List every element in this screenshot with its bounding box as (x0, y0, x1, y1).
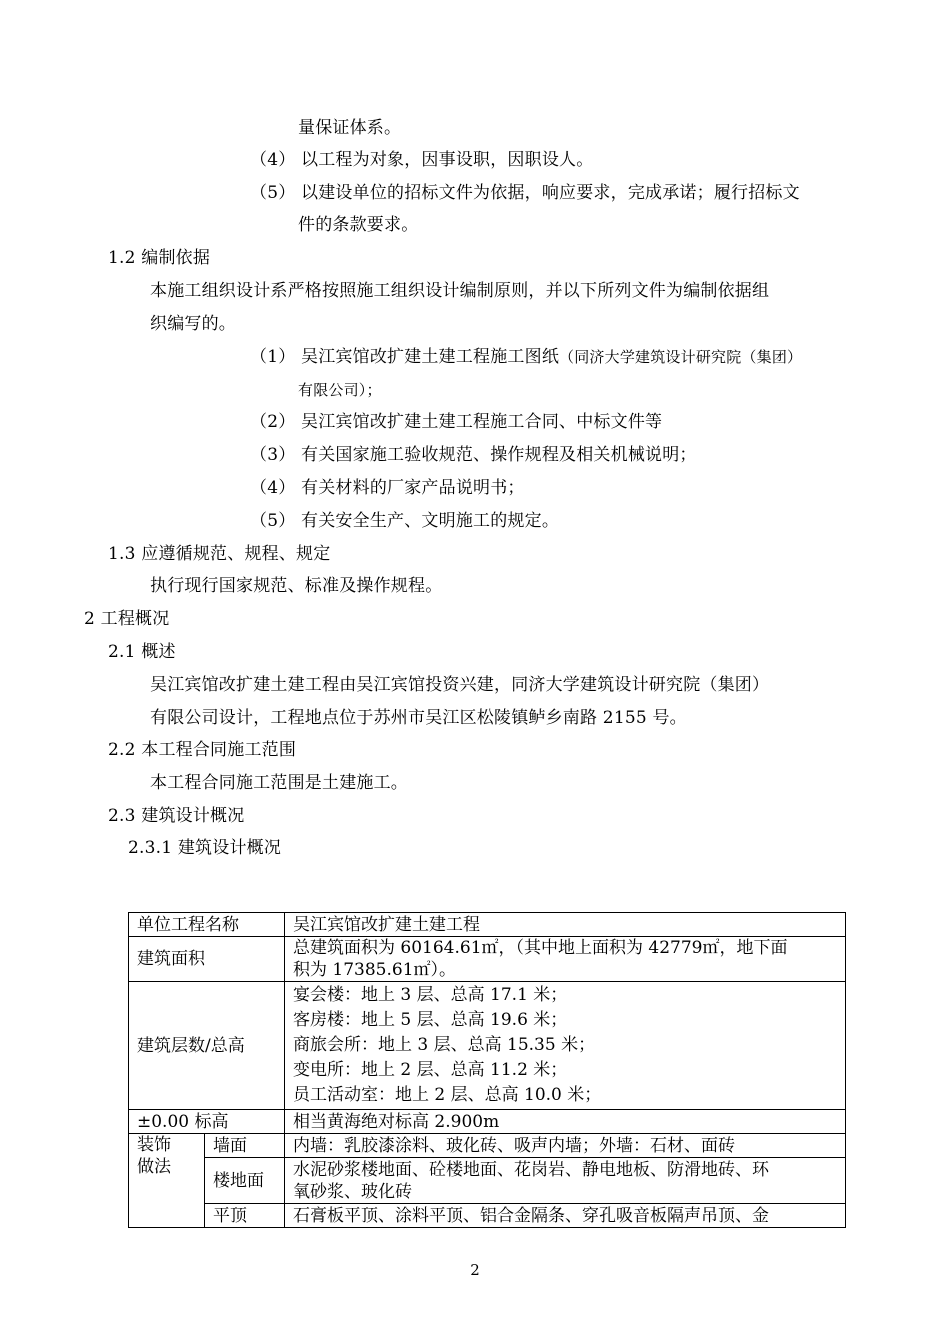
list-item-note: （同济大学建筑设计研究院（集团） (559, 348, 803, 366)
text-line: 量保证体系。 (298, 118, 402, 138)
paragraph-line: 执行现行国家规范、标准及操作规程。 (150, 576, 443, 596)
elevation-value: 相当黄海绝对标高 2.900m (285, 1110, 846, 1134)
list-item: （2） 吴江宾馆改扩建土建工程施工合同、中标文件等 (250, 412, 663, 432)
floors-line: 员工活动室：地上 2 层、总高 10.0 米； (293, 1085, 602, 1105)
area-value (285, 937, 846, 982)
row-label-floor: 楼地面 (205, 1158, 285, 1204)
wall-value: 内墙：乳胶漆涂料、玻化砖、吸声内墙；外墙：石材、面砖 (285, 1134, 846, 1158)
paragraph-line: 本施工组织设计系严格按照施工组织设计编制原则，并以下所列文件为编制依据组 (150, 281, 770, 301)
paragraph-line: 织编写的。 (150, 314, 236, 334)
floors-line: 商旅会所：地上 3 层、总高 15.35 米； (293, 1035, 596, 1055)
row-label-unit-name: 单位工程名称 (129, 913, 285, 937)
design-overview-table (128, 912, 846, 1228)
floor-value (285, 1158, 846, 1204)
area-value-line: 积为 17385.61㎡）。 (293, 960, 457, 980)
floors-line: 变电所：地上 2 层、总高 11.2 米； (293, 1060, 568, 1080)
floors-line: 客房楼：地上 5 层、总高 19.6 米； (293, 1010, 568, 1030)
section-heading: 1.2 编制依据 (108, 248, 211, 268)
row-label-decoration (129, 1134, 205, 1228)
decoration-label-line: 做法 (137, 1157, 171, 1177)
floor-value-line: 水泥砂浆楼地面、砼楼地面、花岗岩、静电地板、防滑地砖、环 (293, 1159, 769, 1180)
list-item: （4） 有关材料的厂家产品说明书； (250, 478, 525, 498)
subsection-heading: 2.3.1 建筑设计概况 (128, 838, 282, 858)
section-heading: 2.2 本工程合同施工范围 (108, 740, 297, 760)
section-heading: 2.3 建筑设计概况 (108, 806, 245, 826)
table-row (129, 1158, 846, 1204)
table-row (129, 982, 846, 1110)
list-item: （3） 有关国家施工验收规范、操作规程及相关机械说明； (250, 445, 697, 465)
floor-value-line: 氧砂浆、玻化砖 (293, 1181, 412, 1202)
list-item-text: （1） 吴江宾馆改扩建土建工程施工图纸 (250, 347, 560, 367)
row-label-floors: 建筑层数/总高 (129, 982, 285, 1110)
table-row (129, 1110, 846, 1134)
row-label-area: 建筑面积 (129, 937, 285, 982)
text-line: 件的条款要求。 (298, 215, 419, 235)
table-row (129, 913, 846, 937)
floors-value (285, 982, 846, 1110)
row-label-wall: 墙面 (205, 1134, 285, 1158)
chapter-heading: 2 工程概况 (84, 609, 170, 629)
table-row (129, 1134, 846, 1158)
row-label-elevation: ±0.00 标高 (129, 1110, 285, 1134)
list-item: （4） 以工程为对象，因事设职，因职设人。 (250, 150, 594, 170)
section-heading: 2.1 概述 (108, 642, 176, 662)
paragraph-line: 吴江宾馆改扩建土建工程由吴江宾馆投资兴建，同济大学建筑设计研究院（集团） (150, 675, 770, 695)
floors-line: 宴会楼：地上 3 层、总高 17.1 米； (293, 985, 568, 1005)
table-row (129, 1204, 846, 1228)
paragraph-line: 本工程合同施工范围是土建施工。 (150, 773, 408, 793)
ceiling-value: 石膏板平顶、涂料平顶、铝合金隔条、穿孔吸音板隔声吊顶、金 (285, 1204, 846, 1228)
paragraph-line: 有限公司设计，工程地点位于苏州市吴江区松陵镇鲈乡南路 2155 号。 (150, 708, 687, 728)
area-value-line: 总建筑面积为 60164.61㎡，（其中地上面积为 42779㎡，地下面 (293, 938, 788, 958)
list-item: （5） 有关安全生产、文明施工的规定。 (250, 511, 560, 531)
list-item (250, 346, 802, 368)
row-label-ceiling: 平顶 (205, 1204, 285, 1228)
unit-name-value: 吴江宾馆改扩建土建工程 (285, 913, 846, 937)
page-number: 2 (470, 1261, 480, 1279)
section-heading: 1.3 应遵循规范、规程、规定 (108, 544, 331, 564)
text-line: 有限公司）； (298, 381, 382, 399)
table-row (129, 937, 846, 982)
decoration-label-line: 装饰 (137, 1135, 171, 1155)
list-item: （5） 以建设单位的招标文件为依据，响应要求，完成承诺；履行招标文 (250, 183, 800, 203)
